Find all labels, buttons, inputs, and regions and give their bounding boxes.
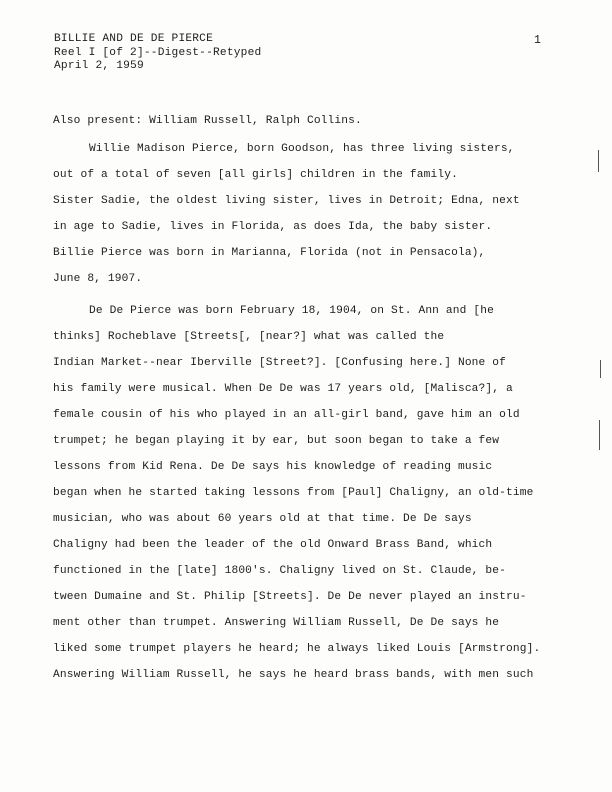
text-line: Indian Market--near Iberville [Street?]. [Confusing here.] None of	[53, 357, 506, 369]
text-line: in age to Sadie, lives in Florida, as does Ida, the baby sister.	[53, 221, 493, 233]
text-line: out of a total of seven [all girls] children in the family.	[53, 169, 458, 181]
text-line: ment other than trumpet. Answering William Russell, De De says he	[53, 617, 500, 629]
scan-margin-mark	[599, 420, 600, 450]
text-line: lessons from Kid Rena. De De says his knowledge of reading music	[53, 461, 493, 473]
text-line: his family were musical. When De De was 17 years old, [Malisca?], a	[53, 383, 513, 395]
text-line: De De Pierce was born February 18, 1904, on St. Ann and [he	[89, 305, 494, 317]
text-line: functioned in the [late] 1800's. Chaligny lived on St. Claude, be-	[53, 565, 506, 577]
text-line: liked some trumpet players he heard; he always liked Louis [Armstrong].	[53, 643, 541, 655]
scan-margin-mark	[600, 360, 601, 378]
text-line: Billie Pierce was born in Marianna, Florida (not in Pensacola),	[53, 247, 486, 259]
text-line: Willie Madison Pierce, born Goodson, has three living sisters,	[89, 143, 515, 155]
text-line: began when he started taking lessons from [Paul] Chaligny, an old-time	[53, 487, 534, 499]
scan-margin-mark	[598, 150, 599, 172]
text-line: trumpet; he began playing it by ear, but soon began to take a few	[53, 435, 500, 447]
document-header	[54, 33, 261, 74]
text-line: Sister Sadie, the oldest living sister, lives in Detroit; Edna, next	[53, 195, 520, 207]
interview-date: April 2, 1959	[54, 60, 144, 72]
text-line: thinks] Rocheblave [Streets[, [near?] what was called the	[53, 331, 445, 343]
text-line: June 8, 1907.	[53, 273, 143, 285]
text-line: musician, who was about 60 years old at that time. De De says	[53, 513, 472, 525]
text-line: Chaligny had been the leader of the old Onward Brass Band, which	[53, 539, 493, 551]
reel-info: Reel I [of 2]--Digest--Retyped	[54, 46, 262, 59]
text-line: female cousin of his who played in an all-girl band, gave him an old	[53, 409, 520, 421]
text-line: Answering William Russell, he says he heard brass bands, with men such	[53, 669, 534, 681]
interview-title: BILLIE AND DE DE PIERCE	[54, 33, 214, 45]
text-line: Also present: William Russell, Ralph Collins.	[53, 115, 362, 127]
text-line: tween Dumaine and St. Philip [Streets]. De De never played an instru-	[53, 591, 527, 603]
page-number: 1	[534, 34, 541, 47]
